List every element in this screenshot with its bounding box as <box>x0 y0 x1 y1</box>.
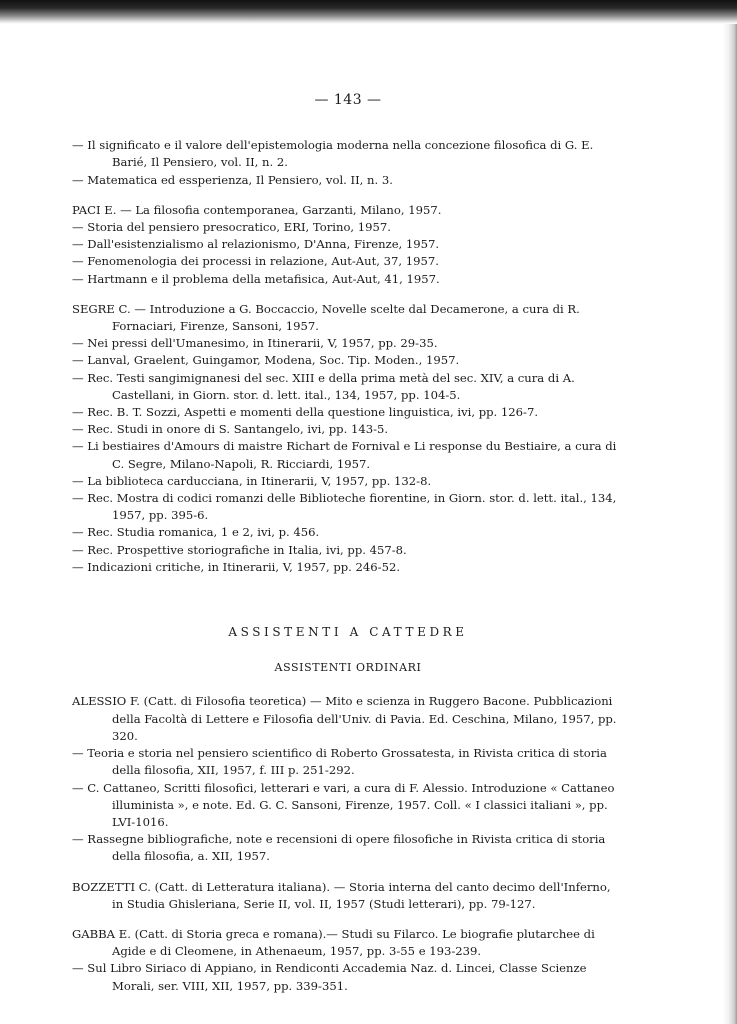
bib-entry: — Teoria e storia nel pensiero scientifico di Roberto Grossatesta, in Rivista critica di storia della filosofia, XII, 1957, f. III p. 251-292. <box>72 746 607 778</box>
scan-right-edge <box>723 24 737 1024</box>
bib-entry: — Indicazioni critiche, in Itinerarii, V, 1957, pp. 246-52. <box>72 559 401 574</box>
subsection-heading: ASSISTENTI ORDINARI <box>274 661 422 675</box>
bib-entry: — Hartmann e il problema della metafisica, Aut-Aut, 41, 1957. <box>72 271 440 286</box>
bib-entry: — Rassegne bibliografiche, note e recensioni di opere filosofiche in Rivista critica di storia della filosofia, a. XII, 1957. <box>72 832 606 864</box>
entry-group-segre <box>72 301 624 576</box>
bib-entry: — Rec. Prospettive storiografiche in Italia, ivi, pp. 457-8. <box>72 542 407 557</box>
bib-entry: — Rec. Testi sangimignanesi del sec. XIII e della prima metà del sec. XIV, a cura di A. Castellani, in Giorn. stor. d. lett. ital., 134, 1957, pp. 104-5. <box>72 370 575 402</box>
bib-entry: ALESSIO F. (Catt. di Filosofia teoretica) — Mito e scienza in Ruggero Bacone. Pubblicazioni della Facoltà di Lettere e Filosofia dell'Univ. di Pavia. Ed. Ceschina, Milano, 1957, pp. 320. <box>72 694 617 743</box>
document-page <box>72 92 624 995</box>
bib-entry: — Dall'esistenzialismo al relazionismo, D'Anna, Firenze, 1957. <box>72 237 440 252</box>
scan-top-edge <box>0 0 737 24</box>
bib-entry: — Nei pressi dell'Umanesimo, in Itinerarii, V, 1957, pp. 29-35. <box>72 336 438 351</box>
bib-entry: PACI E. — La filosofia contemporanea, Garzanti, Milano, 1957. <box>72 202 442 217</box>
bib-entry: — Li bestiaires d'Amours di maistre Richart de Fornival e Li response du Bestiaire, a cura di C. Segre, Milano-Napoli, R. Ricciardi, 1957. <box>72 439 617 471</box>
entry-group-untitled <box>72 137 624 189</box>
bib-entry: — Il significato e il valore dell'epistemologia moderna nella concezione filosofica di G. E. Barié, Il Pensiero, vol. II, n. 2. <box>72 138 594 170</box>
bib-entry: — Rec. Studia romanica, 1 e 2, ivi, p. 456. <box>72 525 320 540</box>
entry-group-alessio <box>72 693 624 865</box>
bib-entry: — Sul Libro Siriaco di Appiano, in Rendiconti Accademia Naz. d. Lincei, Classe Scienze Morali, ser. VIII, XII, 1957, pp. 339-351. <box>72 961 587 993</box>
bib-entry: — Fenomenologia dei processi in relazione, Aut-Aut, 37, 1957. <box>72 254 439 269</box>
bib-entry: — Rec. Studi in onore di S. Santangelo, ivi, pp. 143-5. <box>72 422 389 437</box>
entry-group-paci <box>72 202 624 288</box>
bib-entry: SEGRE C. — Introduzione a G. Boccaccio, Novelle scelte dal Decamerone, a cura di R. Fornaciari, Firenze, Sansoni, 1957. <box>72 301 580 334</box>
bib-entry: — Matematica ed essperienza, Il Pensiero, vol. II, n. 3. <box>72 172 393 187</box>
bib-entry: — Rec. B. T. Sozzi, Aspetti e momenti della questione linguistica, ivi, pp. 126-7. <box>72 405 539 420</box>
bib-entry: — Lanval, Graelent, Guingamor, Modena, Soc. Tip. Moden., 1957. <box>72 353 460 368</box>
bib-entry: — C. Cattaneo, Scritti filosofici, letterari e vari, a cura di F. Alessio. Introduzione « Cattaneo illuminista », e note. Ed. G. C. Sansoni, Firenze, 1957. Coll. « I classici italiani », pp. LVI-1016. <box>72 780 615 829</box>
entry-group-gabba <box>72 926 624 995</box>
entry-group-bozzetti <box>72 879 624 913</box>
bib-entry: — Rec. Mostra di codici romanzi delle Biblioteche fiorentine, in Giorn. stor. d. lett. ital., 134, 1957, pp. 395-6. <box>72 491 617 523</box>
bib-entry: BOZZETTI C. (Catt. di Letteratura italiana). — Storia interna del canto decimo dell'Inferno, in Studia Ghisleriana, Serie II, vol. II, 1957 (Studi letterari), pp. 79-127. <box>72 879 611 911</box>
bib-entry: — La biblioteca carducciana, in Itinerarii, V, 1957, pp. 132-8. <box>72 473 432 488</box>
bib-entry: — Storia del pensiero presocratico, ERI, Torino, 1957. <box>72 220 391 235</box>
bib-entry: GABBA E. (Catt. di Storia greca e romana).— Studi su Filarco. Le biografie plutarchee di Agide e di Cleomene, in Athenaeum, 1957, pp. 3-55 e 193-239. <box>72 926 595 959</box>
page-number: — 143 — <box>314 92 382 108</box>
section-heading: ASSISTENTI A CATTEDRE <box>228 625 468 640</box>
